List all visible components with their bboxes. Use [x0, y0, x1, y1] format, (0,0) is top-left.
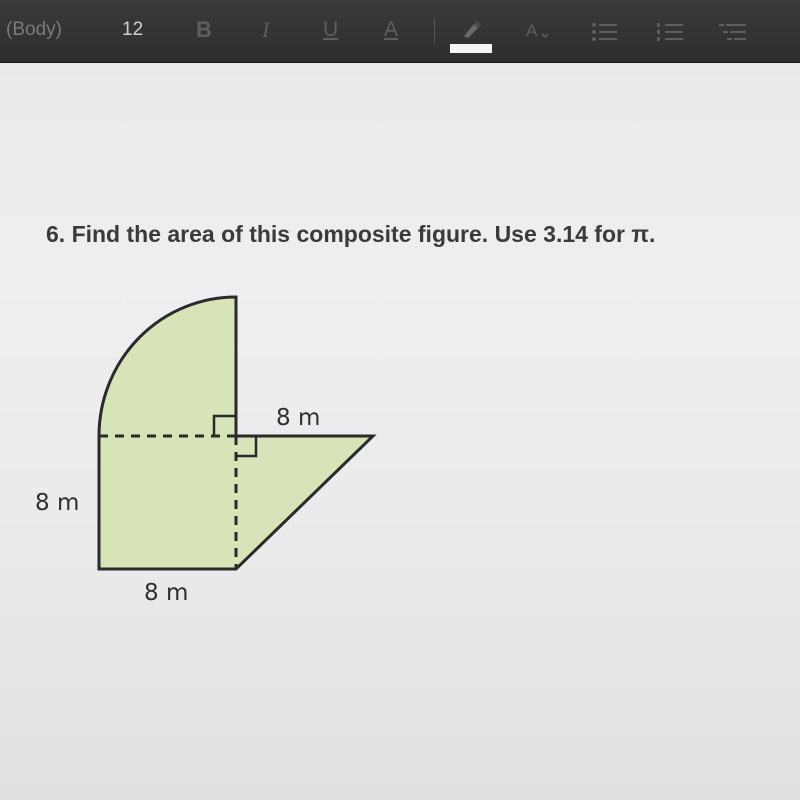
label-top-side: 8 m [276, 405, 321, 431]
font-color-button[interactable]: A [384, 18, 399, 41]
svg-text:A: A [526, 21, 538, 40]
underline-button[interactable]: U [323, 18, 339, 41]
label-bottom-side: 8 m [144, 580, 189, 606]
label-left-side: 8 m [35, 490, 80, 516]
question-text: 6. Find the area of this composite figure. Use 3.14 for π. [46, 221, 656, 247]
italic-button[interactable]: I [262, 17, 270, 42]
font-size-dropdown[interactable]: 12 [122, 19, 144, 40]
square-region [99, 436, 236, 569]
font-name-dropdown[interactable]: (Body) [6, 19, 62, 40]
bold-button[interactable]: B [196, 17, 212, 42]
